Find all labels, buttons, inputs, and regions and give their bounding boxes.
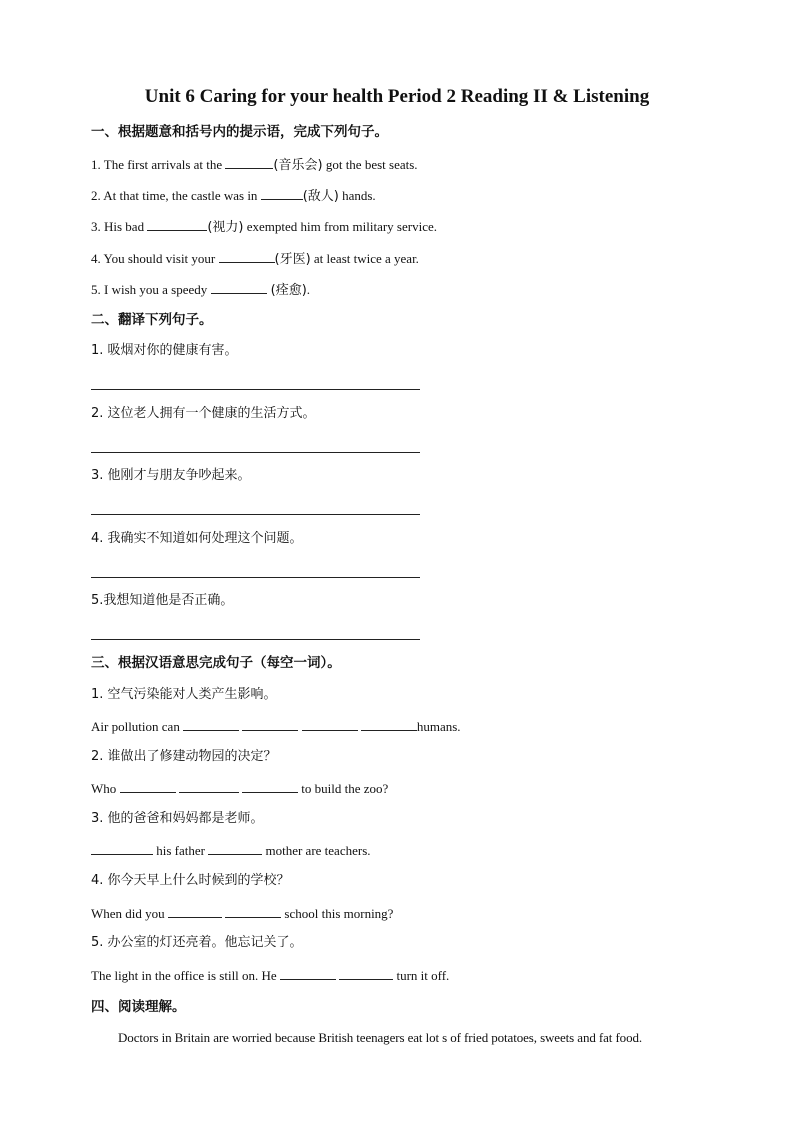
s3-item-1-text: Air pollution can [91,719,184,734]
s3-item-3-rest: mother are teachers. [262,843,371,858]
s3-item-5-rest: turn it off. [393,968,450,983]
s3-item-4-rest: school this morning? [281,906,394,921]
answer-blank[interactable] [302,718,358,731]
reading-paragraph: Doctors in Britain are worried because British teenagers eat lot s of fried potatoes, sweets and fat food. [118,1030,643,1045]
answer-blank[interactable] [91,842,153,855]
s1-item-4-rest: at least twice a year. [310,251,419,266]
s3-item-4-text: When did you [91,906,168,921]
s2-item-5: 5.我想知道他是否正确。 [91,593,234,608]
s1-item-2-rest: hands. [338,188,376,203]
answer-blank[interactable] [339,967,393,980]
s1-item-5-hint: (痊愈) [266,283,307,298]
answer-line[interactable] [91,514,420,515]
s1-item-5-rest: . [306,282,311,297]
s3-item-3-text: his father [153,843,209,858]
s2-item-3: 3. 他刚才与朋友争吵起来。 [91,468,251,483]
s1-item-1 [91,156,418,174]
section-4-heading: 四、阅读理解。 [91,999,186,1015]
answer-blank[interactable] [280,967,336,980]
s1-item-4-text: 4. You should visit your [91,251,219,266]
s1-item-1-text: 1. The first arrivals at the [91,157,226,172]
answer-blank[interactable] [242,780,298,793]
answer-blank[interactable] [225,156,273,169]
s1-item-4 [91,250,419,268]
s1-item-3-hint: (视力) [207,220,244,235]
answer-blank[interactable] [225,905,281,918]
s1-item-1-rest: got the best seats. [322,157,418,172]
s3-item-1-en [91,718,461,735]
answer-line[interactable] [91,639,420,640]
s3-item-5-text: The light in the office is still on. He [91,968,280,983]
s1-item-4-hint: (牙医) [274,252,311,267]
answer-blank[interactable] [168,905,222,918]
s3-item-5-cn: 5. 办公室的灯还亮着。他忘记关了。 [91,935,303,950]
page-title: Unit 6 Caring for your health Period 2 Reading II & Listening [144,86,650,107]
answer-blank[interactable] [183,718,239,731]
s1-item-3-text: 3. His bad [91,219,148,234]
s1-item-2-text: 2. At that time, the castle was in [91,188,261,203]
s3-item-2-text: Who [91,781,120,796]
s1-item-2-hint: (敌人) [302,189,339,204]
s2-item-4: 4. 我确实不知道如何处理这个问题。 [91,531,303,546]
section-1-heading: 一、根据题意和括号内的提示语，完成下列句子。 [91,124,388,140]
s3-item-4-en [91,905,393,922]
s2-item-1: 1. 吸烟对你的健康有害。 [91,343,238,358]
s3-item-3-cn: 3. 他的爸爸和妈妈都是老师。 [91,811,264,826]
answer-blank[interactable] [211,281,267,294]
s3-item-5-en [91,967,449,984]
s1-item-5-text: 5. I wish you a speedy [91,282,211,297]
s1-item-1-hint: (音乐会) [273,158,323,173]
answer-blank[interactable] [242,718,298,731]
answer-blank[interactable] [208,842,262,855]
answer-blank[interactable] [361,718,417,731]
s1-item-5 [91,281,310,299]
s3-item-1-rest: humans. [416,719,461,734]
answer-line[interactable] [91,452,420,453]
answer-line[interactable] [91,389,420,390]
answer-blank[interactable] [120,780,176,793]
answer-line[interactable] [91,577,420,578]
s3-item-3-en [91,842,371,859]
s1-item-3-rest: exempted him from military service. [243,219,437,234]
s3-item-2-rest: to build the zoo? [298,781,389,796]
s3-item-1-cn: 1. 空气污染能对人类产生影响。 [91,687,277,702]
answer-blank[interactable] [261,187,303,200]
s1-item-2 [91,187,376,205]
s2-item-2: 2. 这位老人拥有一个健康的生活方式。 [91,406,316,421]
answer-blank[interactable] [179,780,239,793]
s3-item-2-cn: 2. 谁做出了修建动物园的决定？ [91,749,277,764]
section-2-heading: 二、翻译下列句子。 [91,312,213,328]
s3-item-4-cn: 4. 你今天早上什么时候到的学校？ [91,873,290,888]
s1-item-3 [91,218,437,236]
answer-blank[interactable] [219,250,275,263]
answer-blank[interactable] [147,218,207,231]
section-3-heading: 三、根据汉语意思完成句子（每空一词）。 [91,655,341,671]
s3-item-2-en [91,780,388,797]
